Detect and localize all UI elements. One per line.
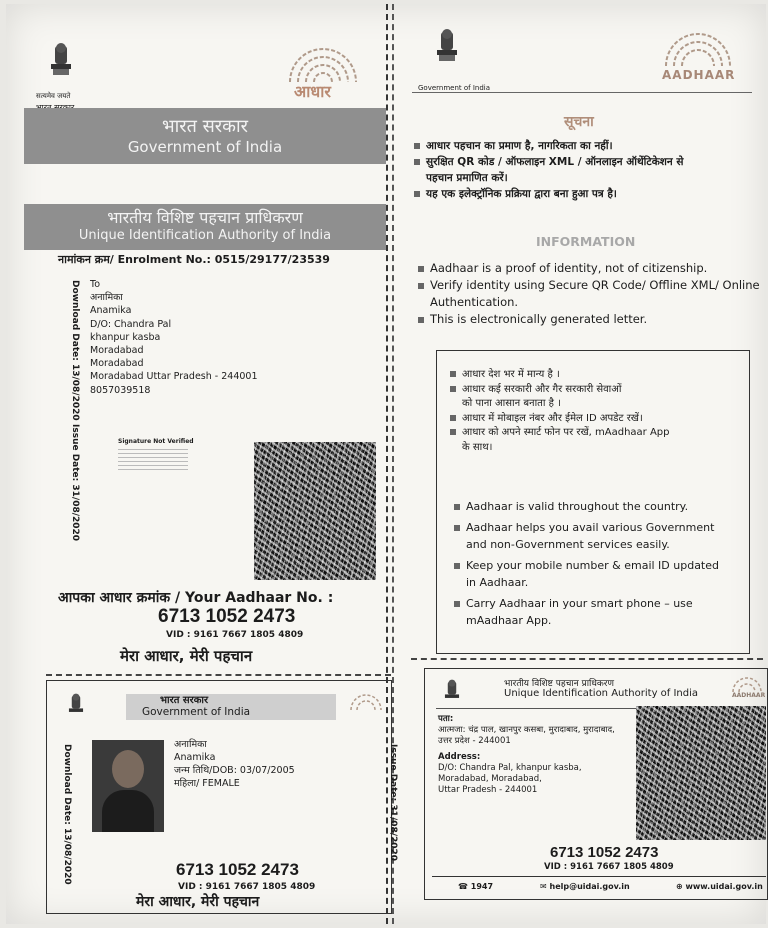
phone-number: 1947: [470, 882, 494, 891]
pata-line: उत्तर प्रदेश - 244001: [438, 736, 511, 746]
front-vid-number: VID : 9161 7667 1805 4809: [178, 882, 316, 892]
notice-item: पहचान प्रमाणित करें।: [426, 172, 508, 184]
address-line: Moradabad: [90, 345, 144, 357]
download-date-vertical: Download Date: 13/08/2020: [70, 280, 80, 421]
address-line: Moradabad: [90, 358, 144, 370]
address-line: To: [90, 279, 101, 290]
aadhaar-letter: [6, 4, 766, 924]
footer-phone: [458, 882, 493, 891]
aadhaar-logo-word: आधार: [294, 82, 331, 101]
uidai-band-hindi: भारतीय विशिष्ट पहचान प्राधिकरण: [107, 208, 303, 227]
uidai-band: [24, 204, 386, 250]
qr-code: [254, 442, 376, 580]
aadhaar-number-label: आपका आधार क्रमांक / Your Aadhaar No. :: [58, 590, 334, 606]
info-item: Aadhaar is a proof of identity, not of citizenship.: [418, 260, 760, 277]
header-rule: [412, 92, 752, 93]
box-item: आधार देश भर में मान्य है ।: [450, 368, 670, 383]
address-line: D/O: Chandra Pal, khanpur kasba,: [438, 763, 582, 773]
uidai-band-english: Unique Identification Authority of India: [78, 228, 332, 243]
box-item: mAadhaar App.: [466, 614, 552, 627]
footer-web: [676, 882, 763, 891]
box-item: के साथ।: [462, 441, 493, 453]
notice-hindi-list: [414, 138, 683, 202]
pata-label: पता:: [438, 714, 454, 724]
box-item: आधार को अपने स्मार्ट फोन पर रखें, mAadhaar App: [450, 426, 670, 441]
box-item: Keep your mobile number & email ID updated: [454, 557, 719, 574]
govt-band: [24, 108, 386, 164]
holder-name: Anamika: [174, 752, 216, 763]
national-emblem-icon: [440, 678, 464, 708]
address-line: Moradabad Uttar Pradesh - 244001: [90, 371, 258, 383]
info-item: Authentication.: [430, 295, 519, 309]
aadhaar-logo-icon: [728, 674, 766, 694]
box-item: in Aadhaar.: [466, 576, 529, 589]
emblem-caption: सत्यमेव जयते: [36, 92, 71, 100]
box-item: आधार में मोबाइल नंबर और ईमेल ID अपडेट रखें।: [450, 412, 670, 427]
back-uidai-english: Unique Identification Authority of India: [504, 688, 699, 699]
national-emblem-icon: [430, 28, 464, 68]
globe-icon: ⊕: [676, 882, 686, 891]
back-uidai-hindi: भारतीय विशिष्ट पहचान प्राधिकरण: [504, 679, 614, 689]
front-aadhaar-number: 6713 1052 2473: [176, 860, 299, 879]
front-issue-date: Issue Date: 31/08/2020: [388, 744, 398, 862]
digital-signature-block: [118, 448, 188, 470]
back-vid-number: VID : 9161 7667 1805 4809: [544, 862, 674, 872]
address-line: Moradabad, Moradabad,: [438, 774, 542, 784]
address-line: D/O: Chandra Pal: [90, 318, 172, 330]
recipient-address: [90, 278, 258, 397]
aadhaar-logo-word: AADHAAR: [662, 68, 736, 82]
govt-caption: Government of India: [418, 84, 491, 92]
vid-number: VID : 9161 7667 1805 4809: [166, 630, 304, 640]
info-box-english: [454, 498, 719, 629]
holder-gender: महिला/ FEMALE: [174, 778, 240, 789]
front-card-govt-english: Government of India: [142, 706, 251, 718]
box-item: and non-Government services easily.: [466, 538, 670, 551]
pata-line: आत्मजा: चंद्र पाल, खानपुर कसबा, मुरादाबाद, मुरादाबाद,: [438, 725, 615, 735]
govt-band-hindi: भारत सरकार: [161, 116, 249, 137]
email-address: help@uidai.gov.in: [549, 882, 630, 891]
back-address-english: [438, 752, 582, 796]
front-tagline: मेरा आधार, मेरी पहचान: [136, 894, 260, 910]
cut-line-right: [411, 658, 763, 660]
signature-status: Signature Not Verified: [118, 438, 194, 445]
box-item: आधार कई सरकारी और गैर सरकारी सेवाओं: [450, 383, 670, 398]
information-list: [418, 260, 760, 328]
front-card-govt-hindi: भारत सरकार: [160, 695, 209, 706]
national-emblem-icon: [44, 42, 78, 82]
address-line: अनामिका: [90, 292, 123, 304]
tagline: मेरा आधार, मेरी पहचान: [120, 647, 253, 665]
back-address-hindi: [438, 714, 615, 747]
info-item: This is electronically generated letter.: [418, 311, 760, 328]
aadhaar-number: 6713 1052 2473: [158, 606, 296, 627]
back-logo-word: AADHAAR: [732, 692, 766, 699]
box-item: को पाना आसान बनाता है ।: [462, 398, 561, 409]
box-item: Carry Aadhaar in your smart phone – use: [454, 595, 719, 612]
enrolment-number: नामांकन क्रम/ Enrolment No.: 0515/29177/23539: [58, 253, 330, 266]
address-line: Uttar Pradesh - 244001: [438, 785, 538, 795]
holder-name-hindi: अनामिका: [174, 739, 207, 750]
notice-item: यह एक इलेक्ट्रॉनिक प्रक्रिया द्वारा बना हुआ पत्र है।: [414, 186, 683, 202]
notice-item: सुरक्षित QR कोड / ऑफलाइन XML / ऑनलाइन ऑथेंटिकेशन से: [414, 154, 683, 170]
address-line: 8057039518: [90, 384, 151, 396]
box-item: Aadhaar helps you avail various Government: [454, 519, 719, 536]
website: www.uidai.gov.in: [685, 882, 763, 891]
cut-line-left: [46, 674, 391, 676]
footer-email: [540, 882, 630, 891]
info-item: Verify identity using Secure QR Code/ Offline XML/ Online: [418, 277, 760, 294]
holder-details: [174, 738, 295, 790]
information-title: INFORMATION: [536, 234, 636, 249]
notice-title-hindi: सूचना: [564, 114, 594, 130]
holder-dob: जन्म तिथि/DOB: 03/07/2005: [174, 765, 295, 776]
aadhaar-logo-icon: [346, 688, 386, 714]
back-aadhaar-number: 6713 1052 2473: [550, 844, 659, 861]
footer-rule: [432, 876, 766, 877]
box-item: Aadhaar is valid throughout the country.: [454, 498, 719, 515]
national-emblem-icon: [64, 692, 88, 722]
mail-icon: ✉: [540, 882, 550, 891]
address-label: Address:: [438, 752, 481, 762]
holder-photo: [92, 740, 164, 832]
notice-item: आधार पहचान का प्रमाण है, नागरिकता का नहीं।: [414, 138, 683, 154]
back-qr-code: [636, 706, 766, 840]
front-download-date: Download Date: 13/08/2020: [62, 744, 72, 885]
govt-band-english: Government of India: [127, 138, 283, 156]
address-line: Anamika: [90, 305, 132, 317]
issue-date-vertical: Issue Date: 31/08/2020: [70, 424, 80, 542]
info-box-hindi: [450, 368, 670, 455]
phone-icon: ☎: [458, 882, 471, 891]
address-line: khanpur kasba: [90, 331, 161, 343]
